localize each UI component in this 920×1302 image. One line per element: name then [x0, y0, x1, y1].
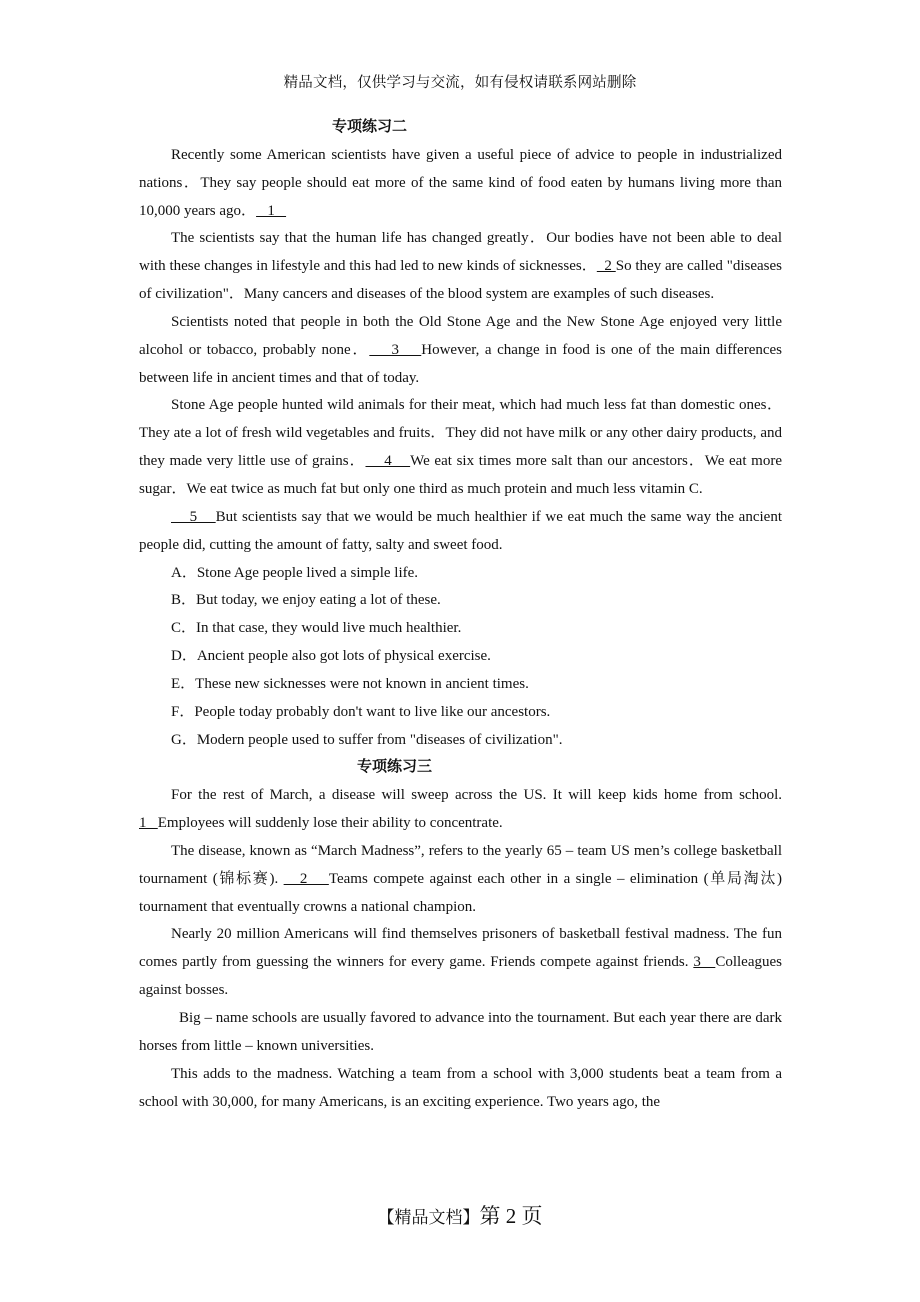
answer-blank-2: 2 — [596, 258, 616, 275]
section-title-2: 专项练习二 — [332, 119, 408, 135]
option-f: F．People today probably don't want to live like our ancestors. — [171, 703, 551, 720]
option-c: C．In that case, they would live much healthier. — [171, 620, 462, 637]
passage-paragraph: Scientists noted that people in both the Old Stone Age and the New Stone Age enjoyed very little alcohol or tobacco, probably none． 3 However, a change in food is one of the main differences between life in ancient times and that of today. — [139, 313, 783, 386]
passage-paragraph: Recently some American scientists have given a useful piece of advice to people in industrialized nations．They say people should eat more of the same kind of food eaten by humans living more than 10,000 years ago． 1 — [139, 146, 782, 219]
answer-blank-5: 5 — [171, 508, 216, 525]
answer-blank-2: 2 — [283, 870, 329, 887]
answer-blank-4: 4 — [365, 453, 411, 470]
answer-blank-3: 3 — [693, 954, 716, 971]
option-g: G．Modern people used to suffer from "diseases of civilization". — [171, 731, 563, 748]
option-d: D．Ancient people also got lots of physical exercise. — [171, 648, 491, 665]
passage-paragraph: Big – name schools are usually favored to advance into the tournament. But each year there are dark horses from little – known universities. — [139, 1010, 782, 1054]
answer-blank-1: 1 — [139, 815, 158, 832]
document-body — [139, 114, 782, 1116]
page-footer — [0, 1200, 920, 1230]
page-number: 第 2 页 — [479, 1204, 543, 1228]
footer-label: 【精品文档】 — [377, 1208, 480, 1227]
passage-paragraph: This adds to the madness. Watching a team from a school with 3,000 students beat a team from a school with 30,000, for many Americans, is an exciting experience. Two years ago, the — [139, 1065, 782, 1110]
passage-paragraph: Stone Age people hunted wild animals for their meat, which had much less fat than domestic ones．They ate a lot of fresh wild vegetables and fruits．They did not have milk or any other dairy products, and they made very little use of grains． 4 We eat six times more salt than our ancestors．We eat more sugar．We eat twice as much fat but only one third as much protein and much less vitamin C. — [139, 397, 782, 497]
answer-blank-3: 3 — [369, 341, 422, 358]
option-a: A．Stone Age people lived a simple life. — [171, 564, 419, 581]
passage-paragraph: The scientists say that the human life has changed greatly．Our bodies have not been able to deal with these changes in lifestyle and this had led to new kinds of sicknesses． 2 So they are called "diseases of civilization"．Many cancers and diseases of the blood system are examples of such diseases. — [139, 230, 783, 303]
passage-paragraph: Nearly 20 million Americans will find themselves prisoners of basketball festival madness. The fun comes partly from guessing the winners for every game. Friends compete against friends. 3 Colleagues against bosses. — [139, 926, 782, 999]
section-title-3: 专项练习三 — [357, 759, 433, 776]
passage-paragraph: The disease, known as “March Madness”, refers to the yearly 65 – team US men’s college basketball tournament (锦标赛). 2 Teams compete against each other in a single – elimination (单局淘汰) tournament that eventually crowns a national champion. — [139, 842, 782, 915]
passage-paragraph: For the rest of March, a disease will sweep across the US. It will keep kids home from school. 1 Employees will suddenly lose their ability to concentrate. — [139, 787, 782, 832]
passage-paragraph: 5 But scientists say that we would be much healthier if we eat much the same way the ancient people did, cutting the amount of fatty, salty and sweet food. — [139, 508, 782, 553]
option-e: E．These new sicknesses were not known in ancient times. — [171, 675, 529, 692]
option-b: B．But today, we enjoy eating a lot of these. — [171, 592, 441, 609]
page-header: 精品文档，仅供学习与交流，如有侵权请联系网站删除 — [283, 75, 637, 91]
answer-blank-1: 1 — [256, 202, 287, 219]
